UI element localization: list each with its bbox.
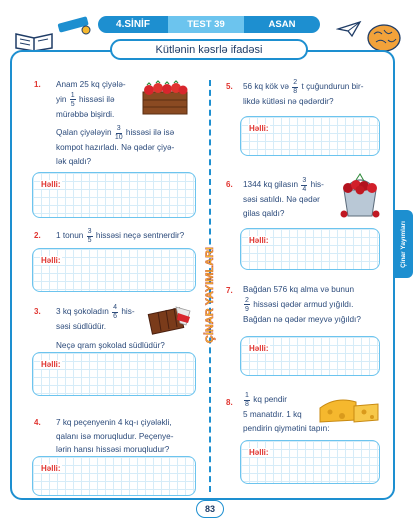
fraction — [301, 177, 307, 193]
q3-text: 3 kq şokoladın — [56, 307, 109, 317]
fraction — [70, 92, 76, 108]
answer-box-7[interactable] — [240, 336, 380, 376]
q4-line: lərin hansı hissəsi moruqludur? — [56, 445, 170, 454]
fraction — [244, 392, 250, 408]
denominator: 8 — [245, 401, 249, 408]
answer-label: Həlli: — [249, 236, 269, 245]
q2-text: 1 tonun — [56, 231, 84, 241]
answer-box-6[interactable] — [240, 228, 380, 270]
question-number-7: 7. — [226, 286, 233, 295]
q4-line: qalanı isə moruqludur. Peçenye- — [56, 431, 174, 441]
side-label-text: Çinar Yayımları — [399, 220, 407, 268]
answer-label: Həlli: — [249, 448, 269, 457]
header-bar — [98, 16, 320, 33]
answer-label: Həlli: — [249, 124, 269, 133]
question-number-3: 3. — [34, 307, 41, 316]
q6-text: his- — [310, 180, 324, 190]
strawberry-crate-icon — [140, 80, 190, 116]
numerator: 1 — [70, 91, 75, 99]
answer-label: Həlli: — [41, 180, 61, 189]
fraction — [112, 304, 118, 320]
denominator: 4 — [302, 186, 307, 193]
q5-line: likdə kütləsi nə qədərdir? — [243, 97, 334, 106]
q6-text: 1344 kq gilasın — [243, 180, 299, 190]
q5-text: t çuğundurun bir- — [301, 82, 364, 92]
denominator: 9 — [245, 305, 249, 313]
question-2-text — [56, 228, 184, 244]
q6-line: səsi satıldı. Nə qədər — [243, 195, 320, 204]
q1-text: hissəsi ilə — [79, 94, 115, 104]
q3-text: his- — [121, 307, 135, 317]
q7-line — [243, 297, 361, 313]
q2-text: hissəsi neçə sentnerdir? — [95, 231, 185, 241]
question-number-8: 8. — [226, 398, 233, 407]
q1-text: hissəsi ilə isə — [125, 128, 175, 138]
grade-label: 4.SİNİF — [98, 16, 168, 33]
numerator: 1 — [245, 392, 249, 399]
q7-line: Bağdan nə qədər meyvə yığıldı? — [243, 314, 361, 324]
numerator: 3 — [87, 228, 92, 235]
q1-line: Anam 25 kq çiyələ- — [56, 80, 126, 89]
answer-label: Həlli: — [41, 464, 61, 473]
numerator: 2 — [245, 296, 249, 304]
q5-text: 56 kq kök və — [243, 82, 289, 92]
answer-box-1[interactable] — [32, 172, 196, 218]
q1-line: mürəbbə bişirdi. — [56, 109, 115, 119]
question-number-6: 6. — [226, 180, 233, 189]
question-number-1: 1. — [34, 80, 41, 89]
denominator: 5 — [87, 237, 92, 244]
q8-line: 5 manatdır. 1 kq — [243, 410, 302, 419]
denominator: 5 — [70, 100, 75, 108]
brand-text: ÇİNAR YAYIMLARI — [203, 246, 216, 344]
answer-box-4[interactable] — [32, 456, 196, 496]
side-label — [395, 212, 411, 276]
numerator: 4 — [113, 304, 118, 311]
question-number-2: 2. — [34, 231, 41, 240]
page-number: 83 — [196, 500, 224, 518]
denominator: 6 — [113, 313, 118, 320]
question-5-text — [243, 79, 363, 109]
level-label: ASAN — [244, 16, 320, 33]
q5-line — [243, 79, 363, 95]
ruler-icon — [56, 14, 92, 36]
cheese-icon — [316, 392, 382, 426]
numerator: 3 — [302, 177, 307, 184]
denominator: 10 — [114, 134, 123, 141]
q6-line — [243, 177, 324, 193]
q8-line: pendirin qiymətini tapın: — [243, 423, 330, 433]
q1-text: yin — [56, 94, 67, 104]
q3-line: səsi südlüdür. — [56, 322, 107, 331]
answer-label: Həlli: — [41, 360, 61, 369]
answer-box-5[interactable] — [240, 116, 380, 156]
question-4-text — [56, 416, 173, 457]
numerator: 2 — [293, 79, 298, 86]
test-label: TEST 39 — [168, 16, 244, 33]
page-title: Kütlənin kəsrlə ifadəsi — [110, 39, 308, 60]
question-number-5: 5. — [226, 82, 233, 91]
denominator: 8 — [293, 88, 298, 95]
paper-plane-icon — [336, 20, 362, 38]
q1-line — [56, 125, 196, 141]
answer-label: Həlli: — [41, 256, 61, 265]
answer-box-8[interactable] — [240, 440, 380, 484]
fraction — [244, 297, 250, 313]
q4-line: 7 kq peçenyenin 4 kq-ı çiyələkli, — [56, 418, 172, 427]
book-icon — [14, 26, 54, 52]
fraction — [87, 228, 93, 244]
q7-text: hissəsi qədər armud yığıldı. — [253, 299, 354, 309]
question-number-4: 4. — [34, 418, 41, 427]
q6-line: gilas qaldı? — [243, 208, 285, 218]
q1-line: kompot hazırladı. Nə qədər çiyə- — [56, 143, 175, 152]
answer-box-3[interactable] — [32, 352, 196, 396]
fraction — [115, 125, 123, 141]
q8-text: kq pendir — [253, 395, 287, 405]
q7-line: Bağdan 576 kq alma və bunun — [243, 285, 355, 294]
question-7-text — [243, 283, 361, 326]
numerator: 3 — [116, 125, 121, 132]
question-6-text — [243, 177, 324, 220]
q1-line: lək qaldı? — [56, 156, 92, 166]
answer-box-2[interactable] — [32, 248, 196, 292]
q3-line: Neçə qram şokolad südlüdür? — [56, 340, 165, 350]
fraction — [292, 79, 298, 95]
chocolate-icon — [146, 303, 194, 335]
answer-label: Həlli: — [249, 344, 269, 353]
cherry-bucket-icon — [338, 170, 382, 218]
q1-text: Qalan çiyələyin — [56, 128, 112, 138]
brand-vertical — [196, 230, 224, 360]
